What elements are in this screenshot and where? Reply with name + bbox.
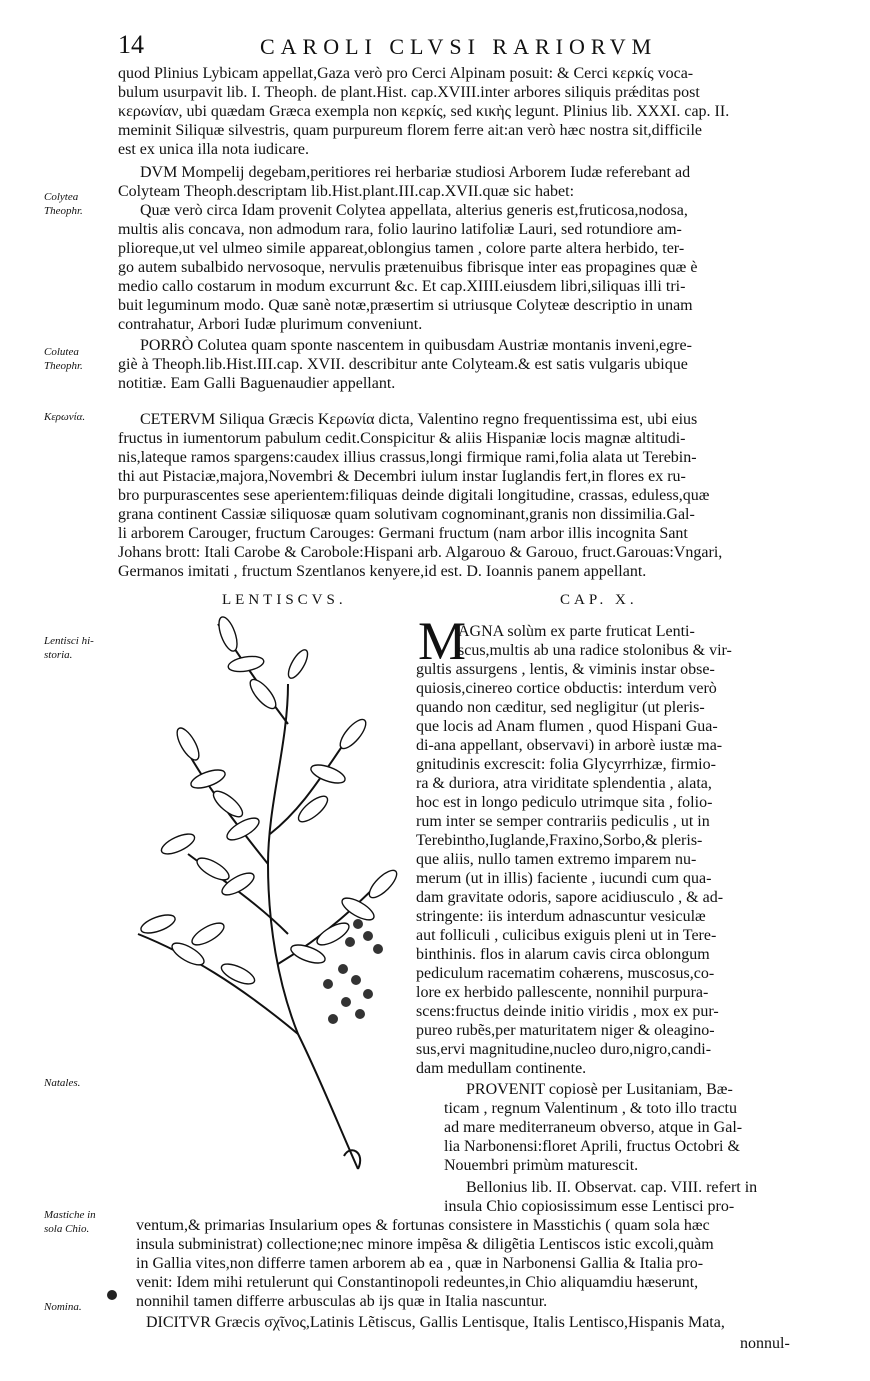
text-line: in Gallia vites,non differre tamen arborem ab ea , quæ in Narbonensi Gallia & Italia pro- [136,1255,704,1272]
text-line: gnitudinis excrescit: folia Glycyrrhizæ, firmio- [416,756,716,773]
text-line: gultis assurgens , lentis, & viminis instar obse- [416,661,715,678]
text-line: lia Narbonensi:floret Aprili, fructus Octobri & [444,1138,740,1155]
running-title: CAROLI CLVSI RARIORVM [260,34,658,59]
page-number: 14 [118,30,144,59]
text-line: ventum,& primarias Insularium opes & fortunas consistere in Masstichis ( quam sola hæc [136,1217,710,1234]
text-line: dam gravitate odoris, sapore acidiusculo , & ad- [416,889,724,906]
text-line: nis,lateque ramos spargens:caudex illius crassus,longi firmique rami,folia alata ut Terebin- [118,449,697,466]
marginal-note-colutea [44,345,124,373]
text-line: nonnihil tamen differre arbusculas ab ijs quæ in Italia nascuntur. [136,1293,548,1310]
text-line: hoc est in longo pediculo utrimque sita , folio- [416,794,713,811]
text-line: multis alis concava, non admodum rara, folio laurino latifoliæ Lauri, sed rotundiore am- [118,221,682,238]
marginal-note-line: Theophr. [44,360,83,372]
text-line: quando non cæditur, sed negligitur (ut pleris- [416,699,705,716]
text-line: Germanos imitati , fructum Szentlanos kenyere,id est. D. Ioannis panem appellant. [118,563,647,580]
marginal-note-line: Lentisci hi- [44,635,94,647]
text-line: plioreque,ut vel ulmeo simile appareat,oblongius tamen , colore parte altera herbido, ter- [118,240,685,257]
section-title: LENTISCVS. [222,592,347,608]
text-line: est ex unica illa nota iudicare. [118,141,310,158]
text-line: DVM Mompelij degebam,peritiores rei herbariæ studiosi Arborem Iudæ referebant ad [140,164,691,181]
text-line: DICITVR Græcis σχῖνος,Latinis Lẽtiscus, Gallis Lentisque, Italis Lentisco,Hispanis Mata, [146,1314,725,1331]
marginal-note-lentisci [44,634,124,662]
text-line: stringente: iis interdum adnascuntur vesiculæ [416,908,706,925]
catchword: nonnul- [740,1335,790,1352]
text-line: giè à Theoph.lib.Hist.III.cap. XVII. describitur ante Colyteam.& est satis vulgaris ubique [118,356,688,373]
text-line: binthinis. flos in alarum cavis circa oblongum [416,946,710,963]
text-line: li arborem Carouger, fructum Carouges: Germani fructum (nam arbor illis incognita Sant [118,525,688,542]
text-line: meminit Siliquæ silvestris, quam purpureum florem ferre ait:an verò hæc nostra sit,difficile [118,122,703,139]
text-line: CETERVM Siliqua Græcis Κερωνία dicta, Valentino regno frequentissima est, ubi eius [140,411,698,428]
marginal-note-nomina: Nomina. [44,1301,82,1313]
drop-cap: M [418,611,467,671]
text-line: ticam , regnum Valentinum , & toto illo tractu [444,1100,737,1117]
text-line: PROVENIT copiosè per Lusitaniam, Bæ- [466,1081,733,1098]
lentiscus-woodcut-illustration [118,604,418,1189]
text-line: quod Plinius Lybicam appellat,Gaza verò pro Cerci Alpinam posuit: & Cerci κερκίς voca- [118,65,694,82]
text-line: Nouembri primùm maturescit. [444,1157,639,1174]
marginal-note-line: Colytea [44,191,79,203]
running-header [118,30,808,64]
text-line: aut folliculi , culicibus exiguis pleni ut in Tere- [416,927,717,944]
text-line: insula subministrat) collectione;nec minore impẽsa & diligẽtia Lentiscos istic excoli,quàm [136,1236,714,1253]
text-line: scens:fructus deinde initio viridis , mox ex pur- [416,1003,719,1020]
text-line: Colyteam Theoph.descriptam lib.Hist.plant.III.cap.XVII.quæ sic habet: [118,183,575,200]
text-line: Terebintho,Iuglande,Fraxino,Sorbo,& pleris- [416,832,703,849]
text-line: pediculum racematim cohærens, muscosus,co- [416,965,715,982]
text-line: que locis ad Anam flumen , quod Hispani Gua- [416,718,718,735]
marginal-note-line: Theophr. [44,205,83,217]
marginal-note-line: Colutea [44,346,79,358]
text-line: bro purpurascentes sese aperientem:filiquas deinde digitali longitudine, crassas, eduless,quæ [118,487,710,504]
text-line: rum inter se semper contrariis pediculis , ut in [416,813,710,830]
marginal-note-mastiche [44,1208,124,1236]
text-line: ad mare mediterraneum obverso, atque in Gal- [444,1119,743,1136]
marginal-note-line: Mastiche in [44,1209,96,1221]
text-line: sus,ervi magnitudine,nucleo duro,nigro,candi- [416,1041,712,1058]
marginal-note-colytea [44,190,124,218]
marginal-note-line: sola Chio. [44,1223,90,1235]
text-line: grana continent Cassiæ siliquosæ quam solutivam cognominant,granis non dissimilia.Gal- [118,506,695,523]
text-line: buit leguminum modo. Quæ sanè notæ,præsertim si utriusque Colyteæ descriptio in unam [118,297,693,314]
text-line: Bellonius lib. II. Observat. cap. VIII. refert in [466,1179,758,1196]
marginal-note-keronia: Κερωνία. [44,411,86,423]
text-line: merum (ut in illis) faciente , iucundi cum qua- [416,870,712,887]
ink-blot [107,1290,117,1300]
text-line: contrahatur, Arbori Iudæ plurimum conveniunt. [118,316,423,333]
text-line: medio callo costarum in modum excurrunt &c. Et cap.XIIII.eiusdem libri,siliquas illi tri- [118,278,686,295]
text-line: Johans brott: Itali Carobe & Carobole:Hispani arb. Algarouo & Garouo, fruct.Garouas:Vngari, [118,544,723,561]
text-line: ra & duriora, atra viriditate splendentia , alata, [416,775,712,792]
marginal-note-line: storia. [44,649,73,661]
text-line: que aliis, nullo tamen extremo imparem nu- [416,851,697,868]
text-line: notitiæ. Eam Galli Baguenaudier appellant. [118,375,396,392]
text-line: dam medullam continente. [416,1060,587,1077]
text-line: go autem subalbido nervosoque, nervulis prætenuibus fibrisque inter eas propagines quæ è [118,259,698,276]
text-line: thi aut Pistaciæ,majora,Novembri & Decembri iulum instar Iuglandis fert,in flores ex ru- [118,468,686,485]
text-line: lore ex herbido pallescente, nonnihil purpura- [416,984,709,1001]
text-line: scus,multis ab una radice stolonibus & vir- [458,642,732,659]
text-line: quiosis,cinereo cortice obductis: interdum verò [416,680,717,697]
text-line: venit: Idem mihi retulerunt qui Constantinopoli redeuntes,in Chio aliquamdiu hæserunt, [136,1274,699,1291]
text-line: di-ana appellant, observavi) in arborè iustæ ma- [416,737,723,754]
text-line: bulum usurpavit lib. I. Theoph. de plant.Hist. cap.XVIII.inter arbores siliquis prǽditas post [118,84,700,101]
text-line: fructus in iumentorum pabulum cedit.Conspicitur & aliis Hispaniæ locis magnæ altitudi- [118,430,686,447]
text-line: κερωνίαν, ubi quædam Græca exempla non κερκίς, sed κικὴς legunt. Plinius lib. XXXI. cap. II. [118,103,730,120]
text-line: Quæ verò circa Idam provenit Colytea appellata, alterius generis est,fruticosa,nodosa, [140,202,688,219]
text-line: AGNA solùm ex parte fruticat Lenti- [458,623,695,640]
text-line: insula Chio copiosissimum esse Lentisci pro- [444,1198,735,1215]
text-line: PORRÒ Colutea quam sponte nascentem in quibusdam Austriæ montanis inveni,egre- [140,337,692,354]
chapter-number: CAP. X. [560,592,638,608]
marginal-note-natales: Natales. [44,1077,81,1089]
text-line: pureo rubẽs,per maturitatem niger & oleagino- [416,1022,715,1039]
